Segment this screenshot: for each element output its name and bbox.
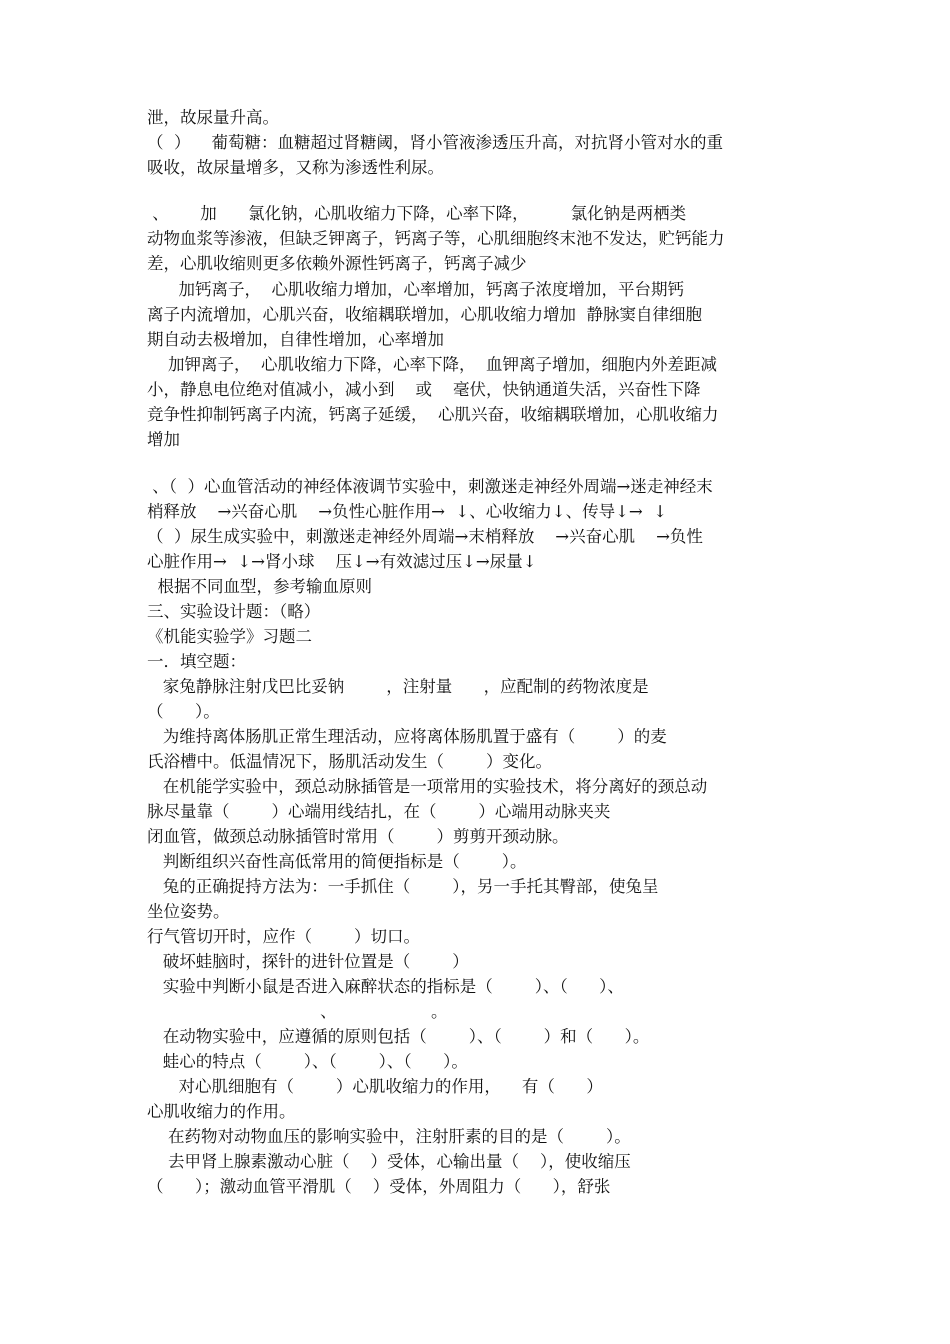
text-line: （ ）；激动血管平滑肌（ ）受体，外周阻力（ ），舒张 [147,1177,611,1196]
text-line: 行气管切开时，应作（ ）切口。 [147,927,420,946]
text-line: 兔的正确捉持方法为：一手抓住（ ），另一手托其臀部，使兔呈 [147,877,659,896]
text-line: 《机能实验学》习题二 [147,627,312,646]
text-line: 氏浴槽中。低温情况下，肠肌活动发生（ ）变化。 [147,752,552,771]
text-line: 梢释放 →兴奋心肌 →负性心脏作用→ ↓、心收缩力↓、传导↓→ ↓ [147,502,668,521]
text-line: 离子内流增加，心肌兴奋，收缩耦联增加，心肌收缩力增加 静脉窦自律细胞 [147,305,702,324]
text-line: 家兔静脉注射戊巴比妥钠 ，注射量 ，应配制的药物浓度是 [147,677,649,696]
text-line: 加钾离子， 心肌收缩力下降，心率下降， 血钾离子增加，细胞内外差距减 [147,355,717,374]
text-line: 在机能学实验中，颈总动脉插管是一项常用的实验技术，将分离好的颈总动 [147,777,708,796]
text-line: 一．填空题： [147,652,246,671]
text-line: 闭血管，做颈总动脉插管时常用（ ）剪剪开颈动脉。 [147,827,569,846]
text-line: 蛙心的特点（ ）、（ ）、（ ）。 [147,1052,468,1071]
text-line: 根据不同血型，参考输血原则 [147,577,372,596]
text-line: 心脏作用→ ↓→肾小球 压↓→有效滤过压↓→尿量↓ [147,552,537,571]
text-line: 、 。 [147,1002,448,1021]
text-line: 期自动去极增加，自律性增加，心率增加 [147,330,444,349]
text-line: （ ）。 [147,702,220,721]
text-line: 加钙离子， 心肌收缩力增加，心率增加，钙离子浓度增加，平台期钙 [147,280,684,299]
text-line: 差，心肌收缩则更多依赖外源性钙离子，钙离子减少 [147,254,527,273]
text-line: 、 加 氯化钠，心肌收缩力下降，心率下降， 氯化钠是两栖类 [147,204,687,223]
text-line: 在动物实验中，应遵循的原则包括（ ）、（ ）和（ ）。 [147,1027,650,1046]
text-line: 去甲肾上腺素激动心脏（ ）受体，心输出量（ ），使收缩压 [147,1152,631,1171]
text-line: 增加 [147,430,180,449]
text-line: 破坏蛙脑时，探针的进针位置是（ ） [147,952,469,971]
text-line: （ ） 葡萄糖：血糖超过肾糖阈，肾小管液渗透压升高，对抗肾小管对水的重 [147,133,723,152]
text-line: （ ）尿生成实验中，刺激迷走神经外周端→末梢释放 →兴奋心肌 →负性 [147,527,703,546]
text-line: 动物血浆等渗液，但缺乏钾离子，钙离子等，心肌细胞终末池不发达，贮钙能力 [147,229,725,248]
text-line: 坐位姿势。 [147,902,230,921]
text-line: 、（ ）心血管活动的神经体液调节实验中，刺激迷走神经外周端→迷走神经末 [147,477,713,496]
text-line: 三、实验设计题：（略） [147,602,321,621]
text-line: 对心肌细胞有（ ）心肌收缩力的作用， 有（ ） [147,1077,603,1096]
text-line: 小，静息电位绝对值减小，减小到 或 毫伏，快钠通道失活，兴奋性下降 [147,380,701,399]
text-line: 在药物对动物血压的影响实验中，注射肝素的目的是（ ）。 [147,1127,631,1146]
text-line: 为维持离体肠肌正常生理活动，应将离体肠肌置于盛有（ ）的麦 [147,727,667,746]
text-line: 脉尽量靠（ ）心端用线结扎，在（ ）心端用动脉夹夹 [147,802,611,821]
text-line: 判断组织兴奋性高低常用的简便指标是（ ）。 [147,852,527,871]
text-line: 泄，故尿量升高。 [147,108,279,127]
text-line: 竞争性抑制钙离子内流，钙离子延缓， 心肌兴奋，收缩耦联增加，心肌收缩力 [147,405,719,424]
text-line: 心肌收缩力的作用。 [147,1102,296,1121]
text-line: 吸收，故尿量增多，又称为渗透性利尿。 [147,158,444,177]
text-line: 实验中判断小鼠是否进入麻醉状态的指标是（ ）、（ ）、 [147,977,624,996]
